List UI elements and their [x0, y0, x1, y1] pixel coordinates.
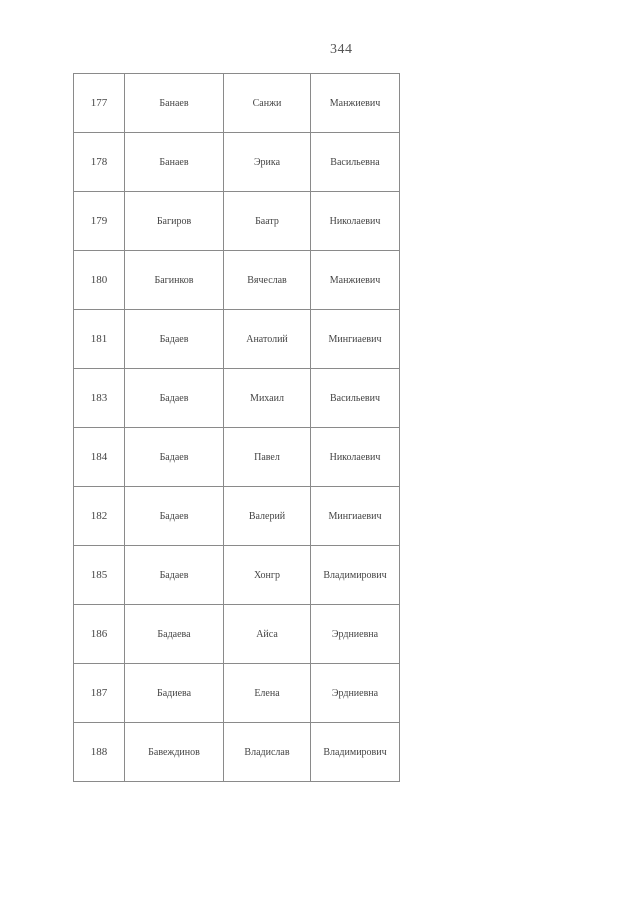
first-name-cell: Михаил	[224, 369, 311, 428]
last-name-cell: Багиров	[125, 192, 224, 251]
last-name-cell: Бадаев	[125, 310, 224, 369]
table-row	[74, 310, 400, 369]
row-number-cell: 183	[74, 369, 125, 428]
table-row	[74, 369, 400, 428]
row-number-cell: 182	[74, 487, 125, 546]
row-number-cell: 187	[74, 664, 125, 723]
page-number: 344	[330, 42, 353, 57]
first-name-cell: Павел	[224, 428, 311, 487]
row-number-cell: 184	[74, 428, 125, 487]
table-body	[74, 74, 400, 782]
table-row	[74, 192, 400, 251]
last-name-cell: Бавеждинов	[125, 723, 224, 782]
patronymic-cell: Владимирович	[311, 723, 400, 782]
last-name-cell: Бадаев	[125, 428, 224, 487]
first-name-cell: Елена	[224, 664, 311, 723]
patronymic-cell: Владимирович	[311, 546, 400, 605]
patronymic-cell: Васильевна	[311, 133, 400, 192]
table-row	[74, 723, 400, 782]
last-name-cell: Багинков	[125, 251, 224, 310]
patronymic-cell: Мингиаевич	[311, 487, 400, 546]
last-name-cell: Бадаев	[125, 369, 224, 428]
row-number-cell: 186	[74, 605, 125, 664]
table-row	[74, 428, 400, 487]
table-row	[74, 74, 400, 133]
names-table	[73, 73, 400, 782]
row-number-cell: 180	[74, 251, 125, 310]
row-number-cell: 185	[74, 546, 125, 605]
patronymic-cell: Манжиевич	[311, 251, 400, 310]
table-row	[74, 133, 400, 192]
table-row	[74, 546, 400, 605]
last-name-cell: Банаев	[125, 133, 224, 192]
table-row	[74, 487, 400, 546]
patronymic-cell: Николаевич	[311, 192, 400, 251]
patronymic-cell: Манжиевич	[311, 74, 400, 133]
first-name-cell: Баатр	[224, 192, 311, 251]
patronymic-cell: Васильевич	[311, 369, 400, 428]
first-name-cell: Эрика	[224, 133, 311, 192]
patronymic-cell: Эрдниевна	[311, 605, 400, 664]
last-name-cell: Бадаев	[125, 546, 224, 605]
first-name-cell: Вячеслав	[224, 251, 311, 310]
table-row	[74, 664, 400, 723]
patronymic-cell: Николаевич	[311, 428, 400, 487]
patronymic-cell: Эрдниевна	[311, 664, 400, 723]
table-row	[74, 605, 400, 664]
row-number-cell: 178	[74, 133, 125, 192]
last-name-cell: Бадаев	[125, 487, 224, 546]
patronymic-cell: Мингиаевич	[311, 310, 400, 369]
table-row	[74, 251, 400, 310]
last-name-cell: Бадаева	[125, 605, 224, 664]
first-name-cell: Владислав	[224, 723, 311, 782]
row-number-cell: 188	[74, 723, 125, 782]
last-name-cell: Бадиева	[125, 664, 224, 723]
first-name-cell: Валерий	[224, 487, 311, 546]
first-name-cell: Айса	[224, 605, 311, 664]
first-name-cell: Хонгр	[224, 546, 311, 605]
row-number-cell: 177	[74, 74, 125, 133]
last-name-cell: Банаев	[125, 74, 224, 133]
row-number-cell: 179	[74, 192, 125, 251]
first-name-cell: Анатолий	[224, 310, 311, 369]
first-name-cell: Санжи	[224, 74, 311, 133]
row-number-cell: 181	[74, 310, 125, 369]
